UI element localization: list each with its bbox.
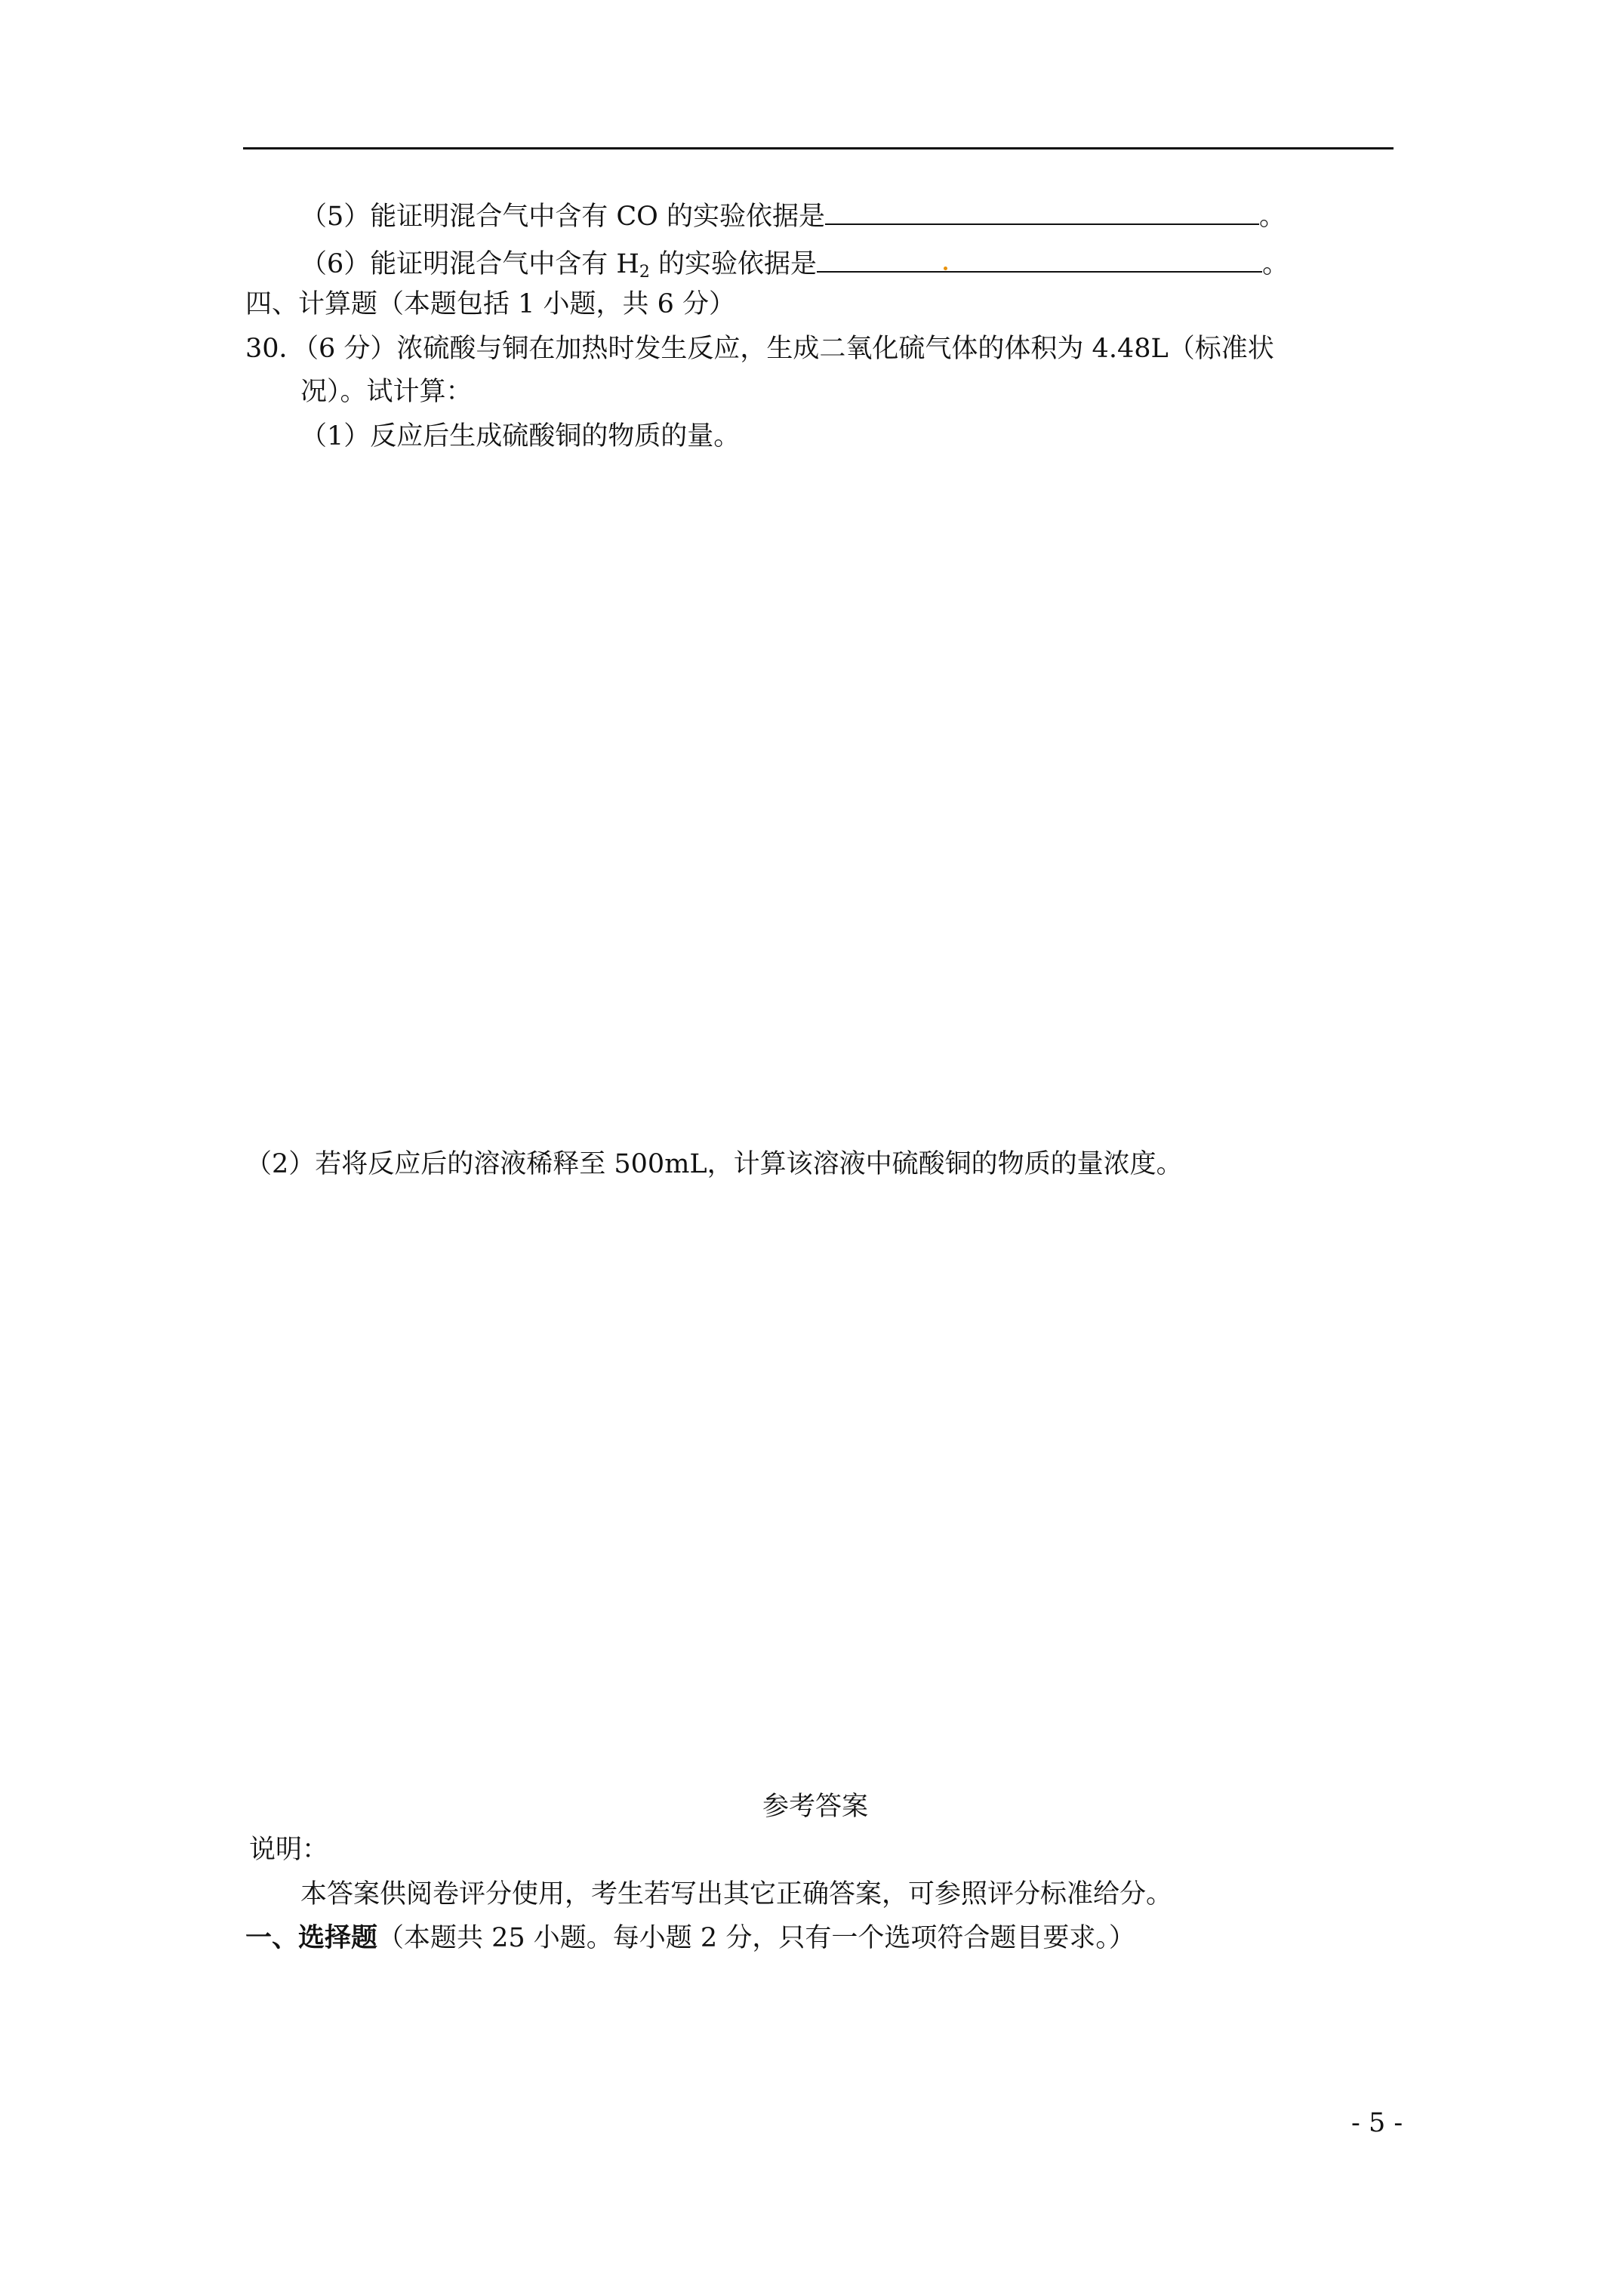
answers-section1-desc: （本题共 25 小题。每小题 2 分，只有一个选项符合题目要求。） [377, 1923, 1135, 1953]
q29-item6-text: （6）能证明混合气中含有 H [300, 249, 639, 279]
answers-note-label: 说明： [249, 1835, 329, 1865]
q29-item5-answer-blank[interactable] [825, 201, 1259, 225]
q30-stem-line1: 30．（6 分）浓硫酸与铜在加热时发生反应，生成二氧化硫气体的体积为 4.48L（标准状 [245, 334, 1274, 364]
answers-section1-title [245, 1922, 1135, 1955]
q29-item6-end: 。 [1262, 249, 1289, 279]
q30-stem-line2: 况）。试计算： [300, 377, 473, 407]
answers-title: 参考答案 [762, 1792, 869, 1822]
q30-part2: （2）若将反应后的溶液稀释至 500mL，计算该溶液中硫酸铜的物质的量浓度。 [245, 1149, 1183, 1179]
orange-mark [944, 267, 947, 270]
page-number: - 5 - [1351, 2108, 1403, 2138]
answers-section1-label: 一、选择题 [245, 1922, 378, 1953]
q30-part1: （1）反应后生成硫酸铜的物质的量。 [300, 421, 741, 451]
q29-item6-answer-blank[interactable] [817, 248, 1262, 273]
section4-title: 四、计算题（本题包括 1 小题，共 6 分） [245, 289, 736, 319]
q29-item6 [300, 248, 1289, 281]
answers-note-text: 本答案供阅卷评分使用，考生若写出其它正确答案，可参照评分标准给分。 [300, 1879, 1173, 1909]
q29-item5-text: （5）能证明混合气中含有 CO 的实验依据是 [300, 202, 825, 232]
q29-item6-subscript: 2 [639, 263, 650, 282]
q29-item6-text-2: 的实验依据是 [649, 249, 818, 279]
q29-item5-end: 。 [1259, 202, 1286, 232]
header-rule [243, 147, 1394, 149]
q29-item5 [300, 200, 1286, 233]
